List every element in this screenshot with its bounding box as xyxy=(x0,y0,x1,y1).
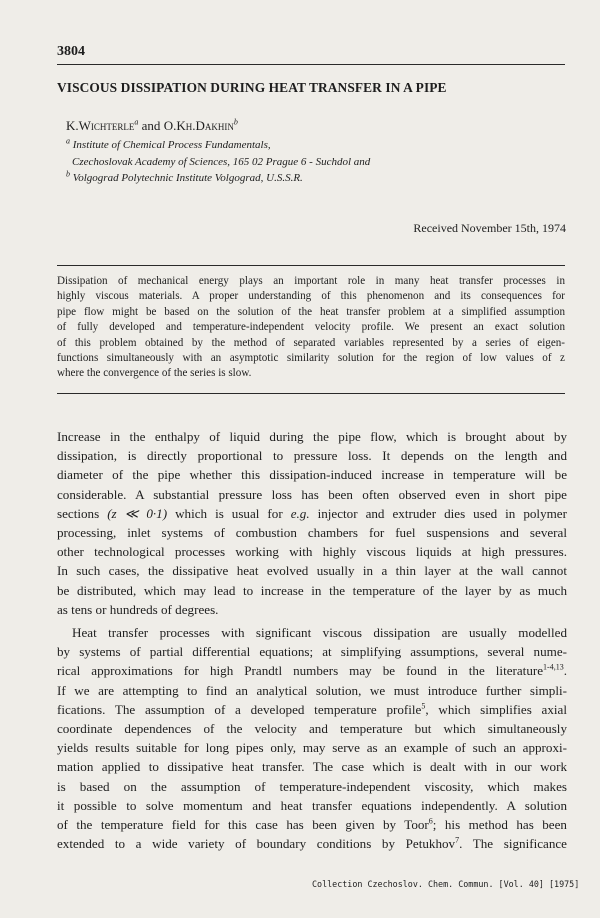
article-title: VISCOUS DISSIPATION DURING HEAT TRANSFER IN A PIPE xyxy=(57,80,447,95)
abstract-line: where the convergence of the series is slow. xyxy=(57,367,252,380)
journal-footer: Collection Czechoslov. Chem. Commun. [Vol. 40] [1975] xyxy=(312,879,580,889)
para2-line: yields results suitable for long pipes only, may serve as an example of such an approxi- xyxy=(57,740,567,756)
para2-line: Heat transfer processes with significant viscous dissipation are usually modelled xyxy=(72,625,567,641)
affiliation-b: $^b$ Volgograd Polytechnic Institute Volgograd, U.S.S.R. xyxy=(66,169,303,184)
abstract-top-rule xyxy=(57,265,565,266)
citation-ref: 5 xyxy=(421,701,426,711)
header-rule xyxy=(57,64,565,65)
abstract-line: pipe flow might be based on the solution of the heat transfer problem at a simplified assumption xyxy=(57,305,565,318)
para2-line: mation applied to dissipative heat transfer. The case which is dealt with in our work xyxy=(57,759,567,775)
affiliation-a: $^a$ Institute of Chemical Process Fundamentals, xyxy=(66,136,271,151)
abstract xyxy=(57,274,565,382)
received-date: Received November 15th, 1974 xyxy=(413,221,566,235)
para1-line: diameter of the pipe whether this dissipation-induced increase in temperature will be xyxy=(57,467,567,483)
para2-line: it possible to solve momentum and heat transfer equations independently. A solution xyxy=(57,797,567,813)
author-1: K.Wichterle$^a$ xyxy=(66,117,139,133)
para1-line: be distributed, which may lead to increase in the temperature of the layer by as much xyxy=(57,582,567,598)
body-text xyxy=(57,427,567,853)
page-number: 3804 xyxy=(57,44,85,59)
abstract-line: highly viscous materials. A proper understanding of this phenomenon and its consequences for xyxy=(57,290,565,303)
citation-ref: 1-4,13 xyxy=(543,663,564,673)
affiliations xyxy=(66,137,546,187)
para1-line: Increase in the enthalpy of liquid during the pipe flow, which is brought about by xyxy=(57,429,567,444)
para1-line: In such cases, the dissipative heat evolved usually in a thin layer at the wall cannot xyxy=(57,563,567,579)
para2-line: fications. The assumption of a developed temperature profile$^5$, which simplifies axial xyxy=(57,701,568,717)
author-line xyxy=(66,118,238,134)
citation-ref: 7 xyxy=(455,835,460,845)
para2-line: extended to a wide variety of boundary conditions by Petukhov$^7$. The significance xyxy=(57,835,567,852)
citation-ref: 6 xyxy=(428,816,433,826)
para2-line: rical approximations for high Prandtl numbers may be found in the literature$^{1-4,13}$. xyxy=(57,663,567,679)
abstract-line: functions simultaneously with an asymptotic similarity solution for the region of low values of z xyxy=(57,352,565,365)
para1-line: considerable. A substantial pressure loss has been often observed even in short pipe xyxy=(57,486,567,502)
inline-formula: (z ≪ 0·1) xyxy=(107,505,168,521)
abstract-bottom-rule xyxy=(57,393,565,394)
author-2: O.Kh.Dakhin$^b$ xyxy=(163,117,238,133)
abstract-line: of this problem obtained by the method of separated variables represented by a series of eigen- xyxy=(57,336,565,349)
para2-line: by systems of partial differential equations; at simplifying assumptions, several nume- xyxy=(57,644,567,660)
para2-line: coordinate dependences of the velocity and temperature but which simultaneously xyxy=(57,721,567,737)
author-conjunction: and xyxy=(141,118,161,133)
para2-line: is based on the assumption of temperature-independent viscosity, which makes xyxy=(57,778,567,794)
para2-line: of the temperature field for this case has been given by Toor$^6$; his method has been xyxy=(57,816,567,833)
para1-line: processing, inlet systems of combustion chambers for fuel suspensions and several xyxy=(57,525,567,541)
abstract-line: Dissipation of mechanical energy plays an important role in many heat transfer processes in xyxy=(57,275,565,287)
para1-line: other technological processes working with highly viscous liquids at high pressures. xyxy=(57,544,567,560)
abstract-line: of fully developed and temperature-independent velocity profile. We present an exact solution xyxy=(57,321,565,334)
para1-line: as tens or hundreds of degrees. xyxy=(57,601,219,617)
para1-line: sections (z ≪ 0·1) which is usual for e.g. injector and extruder dies used in polymer xyxy=(57,505,567,521)
affiliation-a-cont: Czechoslovak Academy of Sciences, 165 02 Prague 6 - Suchdol and xyxy=(72,155,371,168)
para1-line: dissipation, is directly proportional to pressure loss. It depends on the length and xyxy=(57,448,567,464)
para2-line: If we are attempting to find an analytical solution, we must introduce further simpli- xyxy=(57,682,567,698)
